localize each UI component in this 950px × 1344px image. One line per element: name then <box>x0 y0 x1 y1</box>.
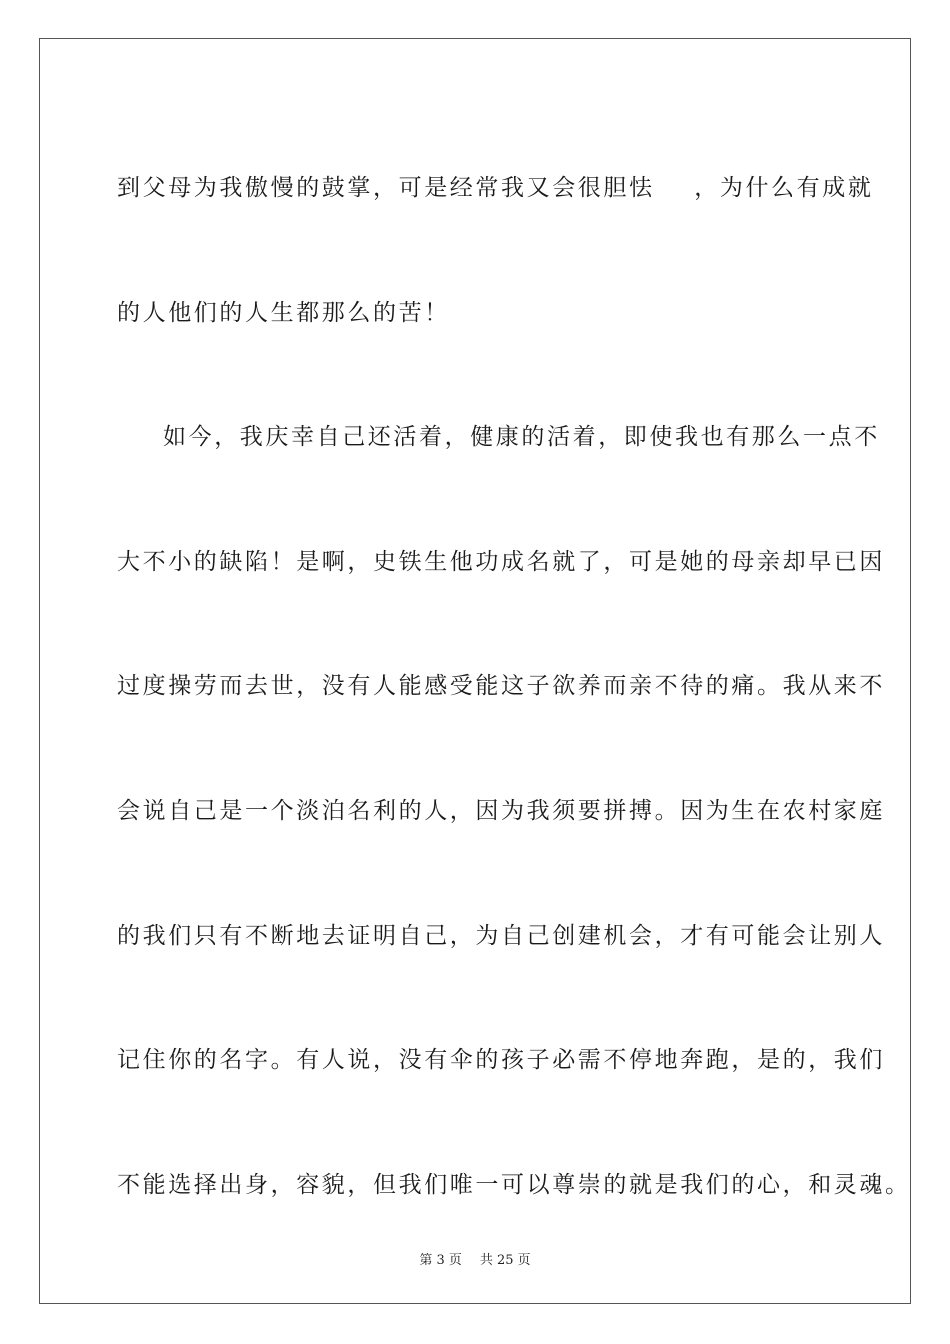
text-line-8: 记住你的名字。有人说，没有伞的孩子必需不停地奔跑，是的，我们 <box>117 1047 885 1074</box>
page-number: 第 3 页 <box>419 1253 462 1268</box>
text-line-5: 过度操劳而去世，没有人能感受能这子欲养而亲不待的痛。我从来不 <box>117 673 885 700</box>
text-line-7: 的我们只有不断地去证明自己，为自己创建机会，才有可能会让别人 <box>117 922 885 949</box>
text-line-6: 会说自己是一个淡泊名利的人，因为我须要拼搏。因为生在农村家庭 <box>117 797 885 824</box>
total-pages: 共 25 页 <box>479 1253 531 1268</box>
text-line-2: 的人他们的人生都那么的苦！ <box>117 299 450 326</box>
page-footer <box>0 1249 950 1268</box>
text-line-3-paragraph-start: 如今，我庆幸自己还活着，健康的活着，即使我也有那么一点不 <box>163 424 880 451</box>
text-line-1: 到父母为我傲慢的鼓掌，可是经常我又会很胆怯 ，为什么有成就 <box>117 175 874 201</box>
text-line-4: 大不小的缺陷！是啊，史铁生他功成名就了，可是她的母亲却早已因 <box>117 548 885 575</box>
body-text <box>117 126 911 1247</box>
text-line-9: 不能选择出身，容貌，但我们唯一可以尊崇的就是我们的心，和灵魂。 <box>117 1171 911 1198</box>
